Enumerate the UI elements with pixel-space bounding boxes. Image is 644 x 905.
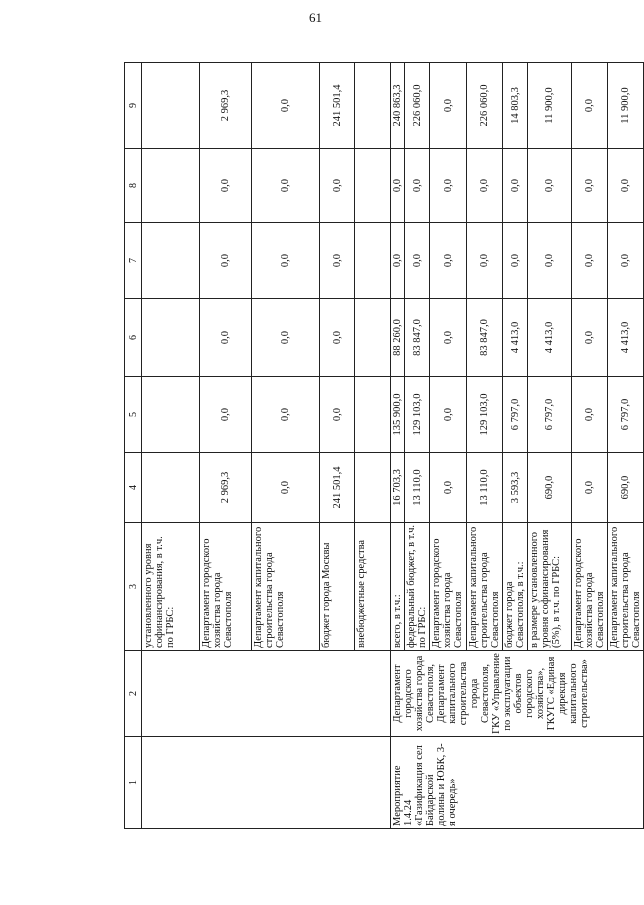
value-cell: 0,0: [320, 377, 355, 453]
source-cell: Департамент городского хозяйства города Севастополя: [430, 523, 467, 651]
value-cell: 83 847,0: [467, 299, 503, 377]
value-cell: 6 797,0: [608, 377, 644, 453]
source-cell: Департамент капитального строительства города Севастополя: [252, 523, 320, 651]
value-cell: 0,0: [252, 63, 320, 149]
value-cell: [142, 299, 200, 377]
value-cell: 0,0: [252, 299, 320, 377]
source-cell: бюджет города Севастополя, в т.ч.:: [503, 523, 528, 651]
value-cell: 0,0: [200, 377, 252, 453]
executor-cell-empty: [142, 651, 391, 737]
value-cell: 4 413,0: [503, 299, 528, 377]
value-cell: 0,0: [252, 453, 320, 523]
source-cell: Департамент городского хозяйства города Севастополя: [572, 523, 608, 651]
value-cell: 0,0: [430, 377, 467, 453]
measure-executors: Департамент городского хозяйства города Севастополя, Департамент капитального строительства города Севастополя, ГКУ «Управление по эксплуатации объектов городского хозяйства», ГКУГС «Единая дирекция капитального строительства»: [391, 651, 644, 737]
value-cell: [355, 299, 391, 377]
source-cell: федеральный бюджет, в т.ч. по ГРБС:: [405, 523, 430, 651]
value-cell: 0,0: [430, 223, 467, 299]
value-cell: 0,0: [528, 223, 572, 299]
value-cell: 0,0: [200, 149, 252, 223]
value-cell: 13 110,0: [405, 453, 430, 523]
value-cell: 11 900,0: [528, 63, 572, 149]
value-cell: 0,0: [252, 223, 320, 299]
value-cell: 129 103,0: [467, 377, 503, 453]
value-cell: [355, 223, 391, 299]
value-cell: 6 797,0: [528, 377, 572, 453]
value-cell: 0,0: [391, 149, 405, 223]
value-cell: 0,0: [572, 377, 608, 453]
value-cell: 0,0: [572, 453, 608, 523]
value-cell: [142, 223, 200, 299]
value-cell: 0,0: [572, 63, 608, 149]
value-cell: 0,0: [252, 149, 320, 223]
header-cell: 6: [125, 299, 142, 377]
value-cell: 0,0: [430, 63, 467, 149]
value-cell: [142, 453, 200, 523]
header-row: [125, 63, 142, 829]
value-cell: 4 413,0: [608, 299, 644, 377]
value-cell: 0,0: [430, 453, 467, 523]
value-cell: 14 803,3: [503, 63, 528, 149]
source-cell: Департамент городского хозяйства города Севастополя: [200, 523, 252, 651]
rotated-table-sheet: [124, 63, 642, 829]
value-cell: 0,0: [503, 223, 528, 299]
value-cell: 0,0: [200, 299, 252, 377]
value-cell: 0,0: [467, 149, 503, 223]
value-cell: 0,0: [405, 149, 430, 223]
source-cell: установленного уровня софинансирования, в т.ч. по ГРБС:: [142, 523, 200, 651]
value-cell: 0,0: [572, 149, 608, 223]
value-cell: [142, 377, 200, 453]
value-cell: 241 501,4: [320, 453, 355, 523]
value-cell: [142, 63, 200, 149]
header-cell: 1: [125, 737, 142, 829]
value-cell: 0,0: [467, 223, 503, 299]
header-cell: 8: [125, 149, 142, 223]
header-cell: 3: [125, 523, 142, 651]
value-cell: 3 593,3: [503, 453, 528, 523]
value-cell: 0,0: [320, 299, 355, 377]
value-cell: 0,0: [528, 149, 572, 223]
measure-cell-empty: [142, 737, 391, 829]
value-cell: 16 703,3: [391, 453, 405, 523]
value-cell: 6 797,0: [503, 377, 528, 453]
value-cell: [355, 63, 391, 149]
value-cell: 0,0: [503, 149, 528, 223]
source-cell: Департамент капитального строительства города Севастополя: [608, 523, 644, 651]
value-cell: 0,0: [430, 299, 467, 377]
value-cell: [355, 453, 391, 523]
value-cell: 226 060,0: [467, 63, 503, 149]
value-cell: 13 110,0: [467, 453, 503, 523]
value-cell: 83 847,0: [405, 299, 430, 377]
value-cell: 0,0: [252, 377, 320, 453]
source-cell: внебюджетные средства: [355, 523, 391, 651]
value-cell: 241 501,4: [320, 63, 355, 149]
header-cell: 7: [125, 223, 142, 299]
value-cell: 11 900,0: [608, 63, 644, 149]
value-cell: 0,0: [391, 223, 405, 299]
value-cell: 0,0: [608, 149, 644, 223]
value-cell: 135 900,0: [391, 377, 405, 453]
table-row: [142, 63, 200, 829]
value-cell: 129 103,0: [405, 377, 430, 453]
source-cell: всего, в т.ч.:: [391, 523, 405, 651]
value-cell: 2 969,3: [200, 453, 252, 523]
source-cell: бюджет города Москвы: [320, 523, 355, 651]
value-cell: 0,0: [405, 223, 430, 299]
source-cell: в размере установленного уровня софинансирования (5%), в т.ч. по ГРБС:: [528, 523, 572, 651]
value-cell: 0,0: [572, 299, 608, 377]
table-row: [391, 63, 405, 829]
funding-table: [124, 62, 644, 829]
value-cell: 690,0: [608, 453, 644, 523]
value-cell: 240 863,3: [391, 63, 405, 149]
value-cell: [355, 149, 391, 223]
value-cell: 0,0: [608, 223, 644, 299]
value-cell: 226 060,0: [405, 63, 430, 149]
source-cell: Департамент капитального строительства города Севастополя: [467, 523, 503, 651]
header-cell: 5: [125, 377, 142, 453]
measure-name: Мероприятие 1.4.24 «Газификация сел Байдарской долины и ЮБК, 3-я очередь»: [391, 737, 644, 829]
value-cell: 0,0: [430, 149, 467, 223]
value-cell: 2 969,3: [200, 63, 252, 149]
value-cell: 88 260,0: [391, 299, 405, 377]
value-cell: 0,0: [320, 223, 355, 299]
value-cell: 690,0: [528, 453, 572, 523]
value-cell: 0,0: [572, 223, 608, 299]
header-cell: 4: [125, 453, 142, 523]
page-number: 61: [309, 10, 322, 25]
value-cell: 4 413,0: [528, 299, 572, 377]
value-cell: 0,0: [200, 223, 252, 299]
value-cell: 0,0: [320, 149, 355, 223]
value-cell: [142, 149, 200, 223]
header-cell: 2: [125, 651, 142, 737]
value-cell: [355, 377, 391, 453]
header-cell: 9: [125, 63, 142, 149]
